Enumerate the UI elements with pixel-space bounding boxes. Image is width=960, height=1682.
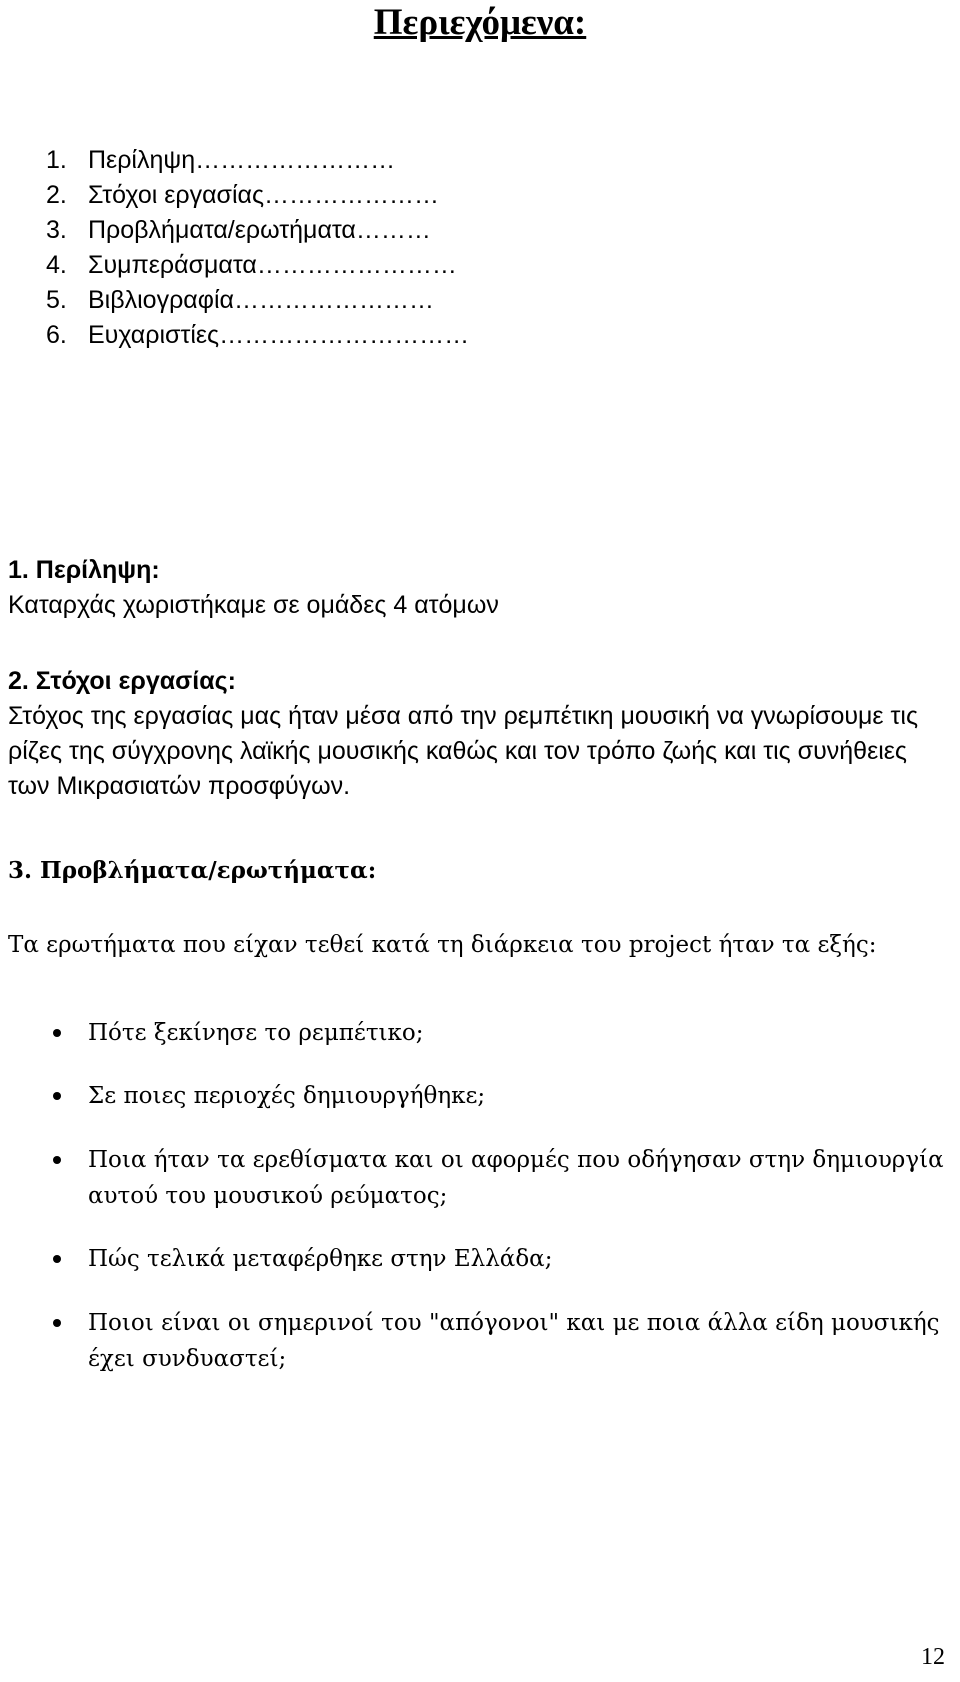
table-of-contents — [46, 143, 469, 353]
page-title: Περιεχόμενα: — [373, 2, 587, 43]
question-text: Πότε ξεκίνησε το ρεμπέτικο; — [88, 1020, 424, 1046]
toc-item-number: 3. — [46, 216, 67, 244]
list-item — [8, 1305, 953, 1377]
list-item — [8, 1142, 953, 1214]
bullet-icon — [53, 1156, 61, 1164]
goals-text: Στόχος της εργασίας μας ήταν μέσα από την ρεμπέτικη μουσική να γνωρίσουμε τις ρίζες της σύγχρονης λαϊκής μουσικής καθώς και τον τρόπο ζωής και τις συνήθειες των Μικρασιατών προσφύγων. — [8, 702, 918, 800]
bullet-icon — [53, 1255, 61, 1263]
toc-item — [46, 143, 469, 178]
list-item — [8, 1015, 953, 1051]
toc-item-number: 1. — [46, 146, 67, 174]
summary-section — [8, 553, 953, 623]
bullet-icon — [53, 1092, 61, 1100]
summary-heading: 1. Περίληψη: — [8, 556, 160, 584]
questions-intro: Τα ερωτήματα που είχαν τεθεί κατά τη διάρκεια του project ήταν τα εξής: — [8, 932, 877, 958]
toc-item-label: Βιβλιογραφία…………………… — [88, 286, 434, 314]
list-item — [8, 1241, 953, 1277]
goals-heading: 2. Στόχοι εργασίας: — [8, 667, 236, 695]
questions-section — [8, 855, 953, 963]
toc-item-number: 4. — [46, 251, 67, 279]
page-number: 12 — [921, 1644, 945, 1670]
question-text: Σε ποιες περιοχές δημιουργήθηκε; — [88, 1083, 486, 1109]
question-text: Ποια ήταν τα ερεθίσματα και οι αφορμές που οδήγησαν στην δημιουργία αυτού του μουσικού ρεύματος; — [88, 1147, 944, 1209]
questions-heading: 3. Προβλήματα/ερωτήματα: — [8, 857, 377, 884]
summary-text: Καταρχάς χωριστήκαμε σε ομάδες 4 ατόμων — [8, 591, 499, 619]
toc-item-label: Συμπεράσματα…………………… — [88, 251, 457, 279]
toc-item-label: Στόχοι εργασίας………………… — [88, 181, 440, 209]
toc-item-label: Ευχαριστίες………………………… — [88, 321, 470, 349]
toc-item-label: Προβλήματα/ερωτήματα……… — [88, 216, 431, 244]
goals-section — [8, 664, 953, 804]
toc-item — [46, 248, 469, 283]
toc-item-number: 2. — [46, 181, 67, 209]
bullet-icon — [53, 1319, 61, 1327]
toc-item-number: 6. — [46, 321, 67, 349]
toc-item-number: 5. — [46, 286, 67, 314]
toc-item-label: Περίληψη…………………… — [88, 146, 396, 174]
toc-item — [46, 283, 469, 318]
toc-item — [46, 318, 469, 353]
question-text: Ποιοι είναι οι σημερινοί του "απόγονοι" και με ποια άλλα είδη μουσικής έχει συνδυαστεί; — [88, 1310, 940, 1372]
question-text: Πώς τελικά μεταφέρθηκε στην Ελλάδα; — [88, 1246, 553, 1272]
toc-item — [46, 213, 469, 248]
list-item — [8, 1078, 953, 1114]
bullet-icon — [53, 1029, 61, 1037]
toc-item — [46, 178, 469, 213]
